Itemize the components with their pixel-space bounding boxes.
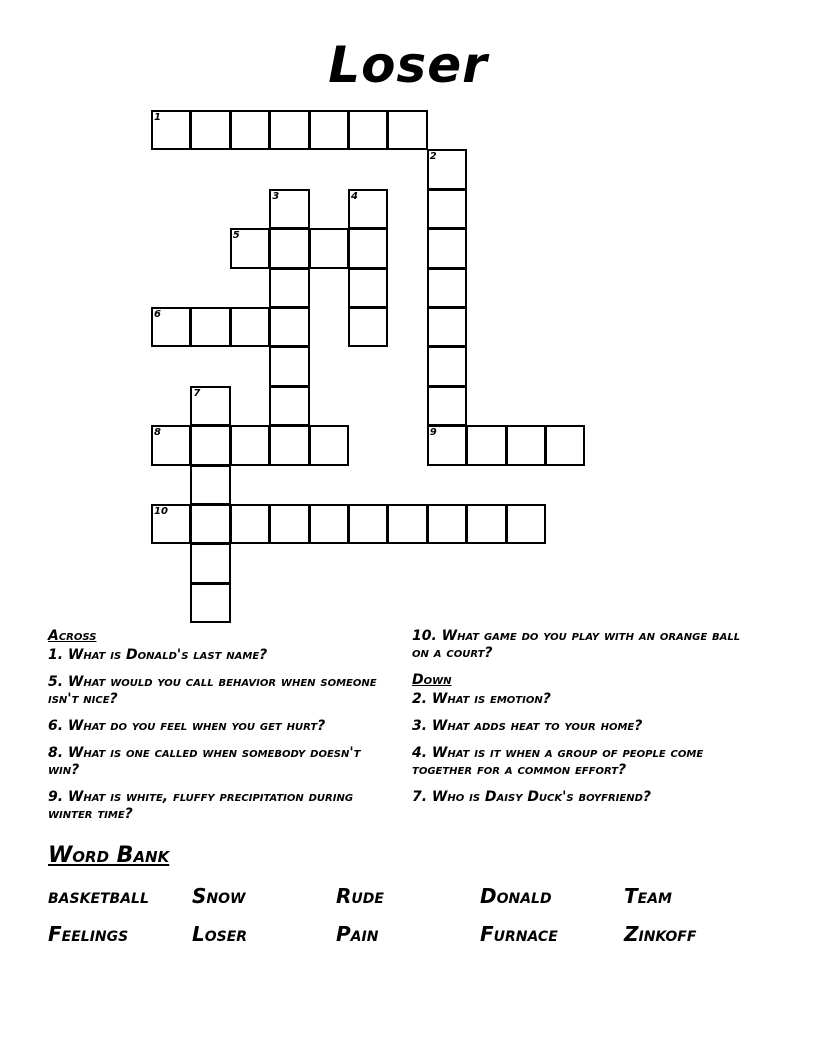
grid-cell[interactable] [466, 504, 506, 544]
across-clue-5: 5. What would you call behavior when someone isn't nice? [48, 674, 377, 707]
word-bank-item: Rude [336, 884, 384, 908]
grid-cell[interactable] [190, 583, 230, 623]
grid-cell[interactable] [427, 504, 467, 544]
across-clue-8: 8. What is one called when somebody doesn't win? [48, 745, 361, 778]
grid-cell[interactable] [190, 307, 230, 347]
grid-cell[interactable] [348, 110, 388, 150]
grid-cell[interactable] [190, 504, 230, 544]
grid-cell[interactable] [269, 268, 309, 308]
clues-column-left [48, 628, 393, 833]
clue-number: 10 [154, 506, 168, 517]
grid-cell[interactable] [269, 307, 309, 347]
down-clue-7: 7. Who is Daisy Duck's boyfriend? [412, 789, 652, 805]
grid-cell[interactable] [269, 425, 309, 465]
grid-cell[interactable] [230, 110, 270, 150]
grid-cell[interactable] [230, 504, 270, 544]
grid-cell[interactable] [506, 504, 546, 544]
grid-cell[interactable] [269, 504, 309, 544]
grid-cell[interactable] [309, 228, 349, 268]
grid-cell[interactable] [348, 268, 388, 308]
clue-number: 3 [272, 190, 280, 202]
word-bank-item: Team [624, 884, 672, 908]
grid-cell[interactable] [387, 504, 427, 544]
page-title: Loser [328, 36, 488, 94]
grid-cell[interactable] [545, 425, 585, 465]
grid-cell[interactable] [230, 425, 270, 465]
grid-cell[interactable] [427, 307, 467, 347]
grid-cell[interactable] [269, 346, 309, 386]
clue-number: 9 [429, 427, 437, 439]
grid-cell[interactable] [269, 386, 309, 426]
grid-cell[interactable] [506, 425, 546, 465]
word-bank-item: Loser [192, 922, 248, 946]
grid-cell[interactable] [427, 346, 467, 386]
clues-column-right [412, 628, 742, 816]
grid-cell[interactable] [230, 307, 270, 347]
grid-cell[interactable] [466, 425, 506, 465]
grid-cell[interactable] [427, 189, 467, 229]
across-heading: Across [48, 628, 97, 644]
grid-cell[interactable] [190, 543, 230, 583]
grid-cell[interactable] [387, 110, 427, 150]
word-bank-item: Pain [336, 922, 379, 946]
grid-cell[interactable] [348, 504, 388, 544]
word-bank-item: Furnace [480, 922, 558, 946]
clue-number: 6 [154, 309, 161, 320]
grid-cell[interactable] [309, 425, 349, 465]
grid-cell[interactable] [190, 110, 230, 150]
grid-cell[interactable] [190, 465, 230, 505]
word-bank-item: basketball [48, 884, 149, 908]
down-clue-2: 2. What is emotion? [412, 691, 551, 707]
grid-cell[interactable] [427, 386, 467, 426]
grid-cell[interactable] [269, 110, 309, 150]
clue-number: 2 [429, 151, 437, 163]
grid-cell[interactable] [309, 504, 349, 544]
word-bank-item: Snow [192, 884, 246, 908]
word-bank-item: Donald [480, 884, 552, 908]
grid-cell[interactable] [348, 228, 388, 268]
grid-cell[interactable] [309, 110, 349, 150]
grid-cell[interactable] [427, 228, 467, 268]
across-clue-10: 10. What game do you play with an orange ball on a court? [412, 628, 741, 661]
down-clue-3: 3. What adds heat to your home? [412, 718, 643, 734]
grid-cell[interactable] [427, 268, 467, 308]
across-clue-9: 9. What is white, fluffy precipitation during winter time? [48, 789, 354, 822]
clue-number: 7 [193, 387, 201, 399]
down-heading: Down [412, 672, 452, 688]
clue-number: 4 [351, 190, 358, 202]
grid-cell[interactable] [348, 307, 388, 347]
clue-number: 8 [154, 427, 161, 439]
grid-cell[interactable] [269, 228, 309, 268]
clue-number: 1 [154, 112, 161, 123]
word-bank-item: Feelings [48, 922, 129, 946]
clue-number: 5 [232, 230, 240, 242]
word-bank-item: Zinkoff [624, 922, 697, 946]
word-bank-title: Word Bank [48, 843, 170, 868]
across-clue-6: 6. What do you feel when you get hurt? [48, 718, 326, 734]
down-clue-4: 4. What is it when a group of people come together for a common effort? [412, 745, 704, 778]
across-clue-1: 1. What is Donald's last name? [48, 647, 268, 663]
grid-cell[interactable] [190, 425, 230, 465]
